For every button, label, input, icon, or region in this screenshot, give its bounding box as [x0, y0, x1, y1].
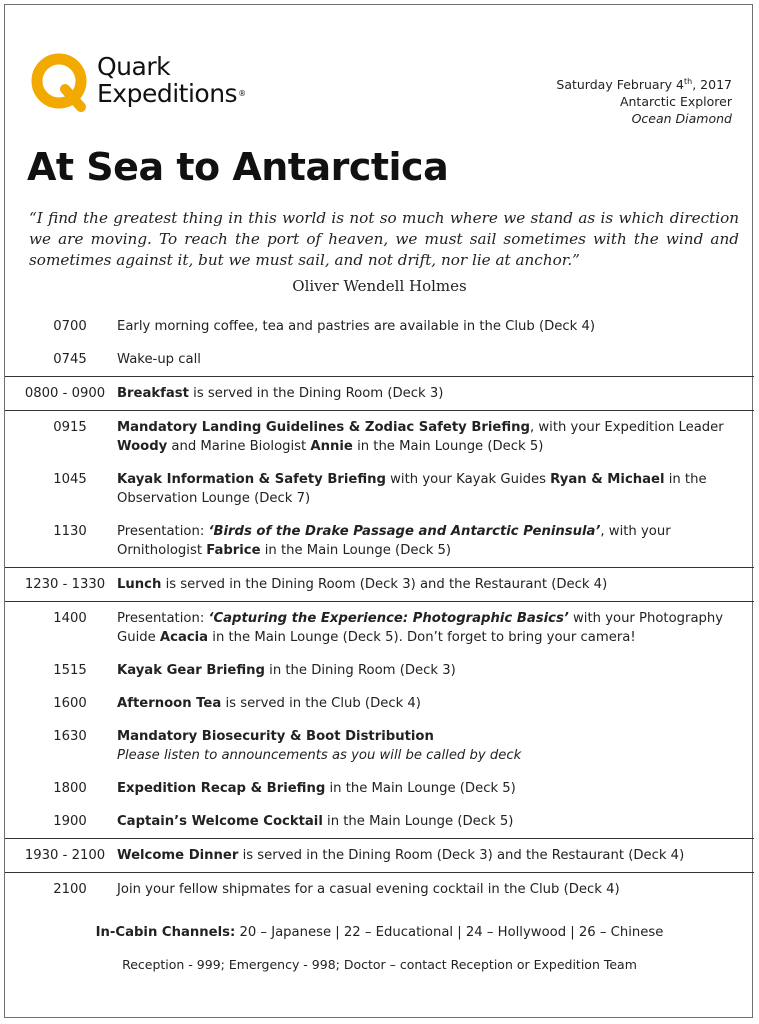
schedule-row — [5, 873, 754, 906]
schedule-highlight: Kayak Information & Safety Briefing — [117, 472, 386, 487]
schedule-row-meal — [5, 376, 754, 411]
schedule-row — [5, 805, 754, 838]
schedule-highlight: Afternoon Tea — [117, 696, 222, 711]
schedule-time: 0915 — [53, 420, 87, 435]
schedule-time: 0800 - 0900 — [24, 386, 106, 401]
schedule-text: Join your fellow shipmates for a casual evening cocktail in the Club (Deck 4) — [117, 882, 620, 897]
schedule-row-meal — [5, 567, 754, 602]
schedule-time: 1900 — [53, 814, 87, 829]
schedule-text: in the Main Lounge (Deck 5) — [325, 781, 516, 796]
schedule-description — [117, 812, 754, 831]
schedule-row — [5, 720, 754, 772]
page-title: At Sea to Antarctica — [27, 145, 449, 189]
schedule-text: with your Kayak Guides — [385, 472, 551, 487]
schedule-row — [5, 343, 754, 376]
schedule-row-meal — [5, 838, 754, 873]
ship-name: Ocean Diamond — [631, 111, 732, 127]
schedule-time: 1045 — [53, 472, 87, 487]
schedule-row — [5, 411, 754, 463]
schedule-description — [117, 470, 754, 508]
schedule-time: 0745 — [53, 352, 87, 367]
schedule-text: is served in the Club (Deck 4) — [221, 696, 421, 711]
brand-name — [97, 53, 246, 107]
channels-label: In-Cabin Channels: — [95, 925, 236, 940]
schedule-description — [117, 317, 754, 336]
schedule-description — [117, 846, 754, 865]
brand-line-2: Expeditions — [97, 79, 238, 108]
schedule-row — [5, 463, 754, 515]
in-cabin-channels — [5, 925, 754, 940]
schedule-description — [117, 779, 754, 798]
schedule-time: 1230 - 1330 — [24, 577, 106, 592]
schedule-time: 1800 — [53, 781, 87, 796]
schedule-description — [117, 661, 754, 680]
schedule-highlight: Ryan & Michael — [550, 472, 665, 487]
schedule-text: is served in the Dining Room (Deck 3) and the Restaurant (Deck 4) — [238, 848, 685, 863]
schedule-text: , with your Expedition Leader — [529, 420, 724, 435]
voyage-meta — [556, 73, 732, 127]
schedule-time: 1400 — [53, 611, 87, 626]
channels-list: 20 – Japanese | 22 – Educational | 24 – Hollywood | 26 – Chinese — [235, 925, 664, 940]
schedule-time: 2100 — [53, 882, 87, 897]
schedule-text: in the Main Lounge (Deck 5) — [322, 814, 514, 829]
schedule-highlight: Fabrice — [206, 543, 261, 558]
schedule-row — [5, 515, 754, 567]
schedule-text: in the Observation Lounge (Deck 7) — [117, 472, 707, 506]
schedule-highlight: Welcome Dinner — [117, 848, 239, 863]
voyage-name: Antarctic Explorer — [619, 94, 732, 110]
schedule-text: and Marine Biologist — [167, 439, 311, 454]
schedule-row — [5, 687, 754, 720]
schedule-row — [5, 772, 754, 805]
schedule-highlight: Expedition Recap & Briefing — [117, 781, 326, 796]
schedule-text: Presentation: — [117, 524, 209, 539]
schedule-table — [5, 310, 754, 906]
daily-program-page — [4, 4, 753, 1018]
quote-text: “I find the greatest thing in this world is not so much where we stand as is which direction we are moving. To reach the port of heaven, we must sail sometimes with the wind and sometimes against it, but we must sail, and not drift, nor lie at anchor.” — [29, 209, 739, 269]
schedule-highlight: Woody — [117, 439, 168, 454]
quark-logo-icon — [29, 51, 91, 113]
schedule-highlight: ‘Capturing the Experience: Photographic Basics’ — [208, 611, 569, 626]
schedule-description — [117, 350, 754, 369]
schedule-highlight: Captain’s Welcome Cocktail — [117, 814, 323, 829]
schedule-description — [117, 418, 754, 456]
schedule-text: Presentation: — [117, 611, 209, 626]
schedule-highlight: ‘Birds of the Drake Passage and Antarctic Peninsula’ — [208, 524, 601, 539]
schedule-text: in the Main Lounge (Deck 5). Don’t forget to bring your camera! — [208, 630, 636, 645]
schedule-highlight: Lunch — [117, 577, 162, 592]
schedule-description — [117, 384, 754, 403]
schedule-text: with your Photography Guide — [117, 611, 724, 645]
schedule-text: Please listen to announcements as you will be called by deck — [117, 748, 522, 763]
schedule-text: in the Dining Room (Deck 3) — [264, 663, 456, 678]
schedule-row — [5, 602, 754, 654]
schedule-description — [117, 880, 754, 899]
schedule-text: is served in the Dining Room (Deck 3) — [188, 386, 444, 401]
schedule-text: in the Main Lounge (Deck 5) — [352, 439, 544, 454]
schedule-text: Wake-up call — [117, 352, 201, 367]
schedule-time: 1600 — [53, 696, 87, 711]
schedule-text: Early morning coffee, tea and pastries are available in the Club (Deck 4) — [117, 319, 595, 334]
schedule-description — [117, 575, 754, 594]
schedule-description — [117, 522, 754, 560]
schedule-time: 1130 — [53, 524, 87, 539]
schedule-time: 1630 — [53, 729, 87, 744]
schedule-description — [117, 609, 754, 647]
schedule-highlight: Annie — [310, 439, 353, 454]
schedule-description — [117, 694, 754, 713]
schedule-highlight: Acacia — [159, 630, 209, 645]
schedule-text: is served in the Dining Room (Deck 3) and the Restaurant (Deck 4) — [161, 577, 608, 592]
schedule-time: 1930 - 2100 — [24, 848, 106, 863]
schedule-text: in the Main Lounge (Deck 5) — [260, 543, 452, 558]
schedule-highlight: Mandatory Biosecurity & Boot Distribution — [117, 729, 434, 744]
schedule-text: , with your Ornithologist — [117, 524, 671, 558]
schedule-description — [117, 727, 754, 765]
schedule-highlight: Mandatory Landing Guidelines & Zodiac Safety Briefing — [117, 420, 530, 435]
schedule-row — [5, 310, 754, 343]
schedule-row — [5, 654, 754, 687]
schedule-time: 1515 — [53, 663, 87, 678]
schedule-time: 0700 — [53, 319, 87, 334]
program-date: Saturday February 4th, 2017 — [556, 77, 732, 93]
quote-author: Oliver Wendell Holmes — [292, 277, 467, 295]
schedule-highlight: Kayak Gear Briefing — [117, 663, 265, 678]
schedule-highlight: Breakfast — [117, 386, 189, 401]
contact-numbers: Reception - 999; Emergency - 998; Doctor – contact Reception or Expedition Team — [122, 957, 637, 972]
brand-line-1: Quark — [97, 52, 171, 81]
brand-registered-mark: ® — [238, 89, 246, 98]
